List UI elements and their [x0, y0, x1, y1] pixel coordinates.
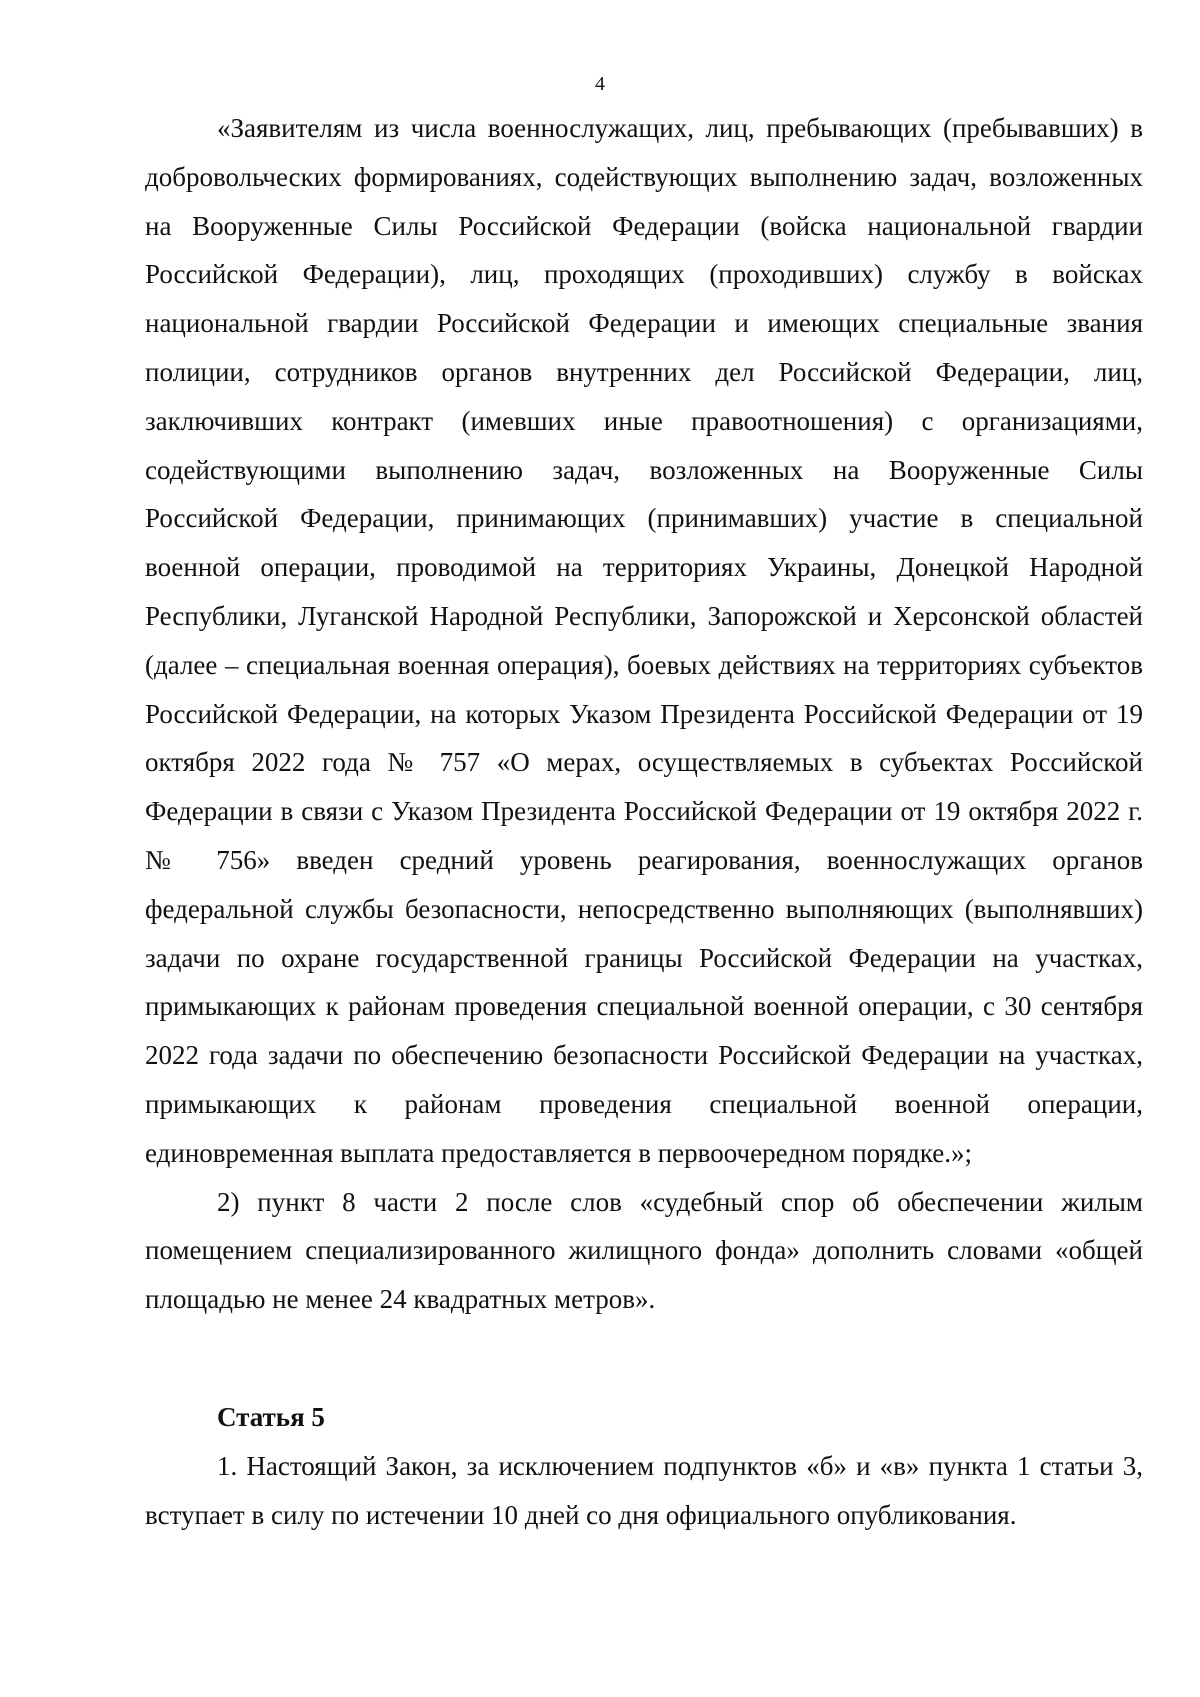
article-paragraph-1: 1. Настоящий Закон, за исключением подпунктов «б» и «в» пункта 1 статьи 3, вступает в силу по истечении 10 дней со дня официального опубликования.	[145, 1450, 1143, 1530]
document-body	[145, 104, 1143, 1539]
paragraph-item-2: 2) пункт 8 части 2 после слов «судебный спор об обеспечении жилым помещением специализированного жилищного фонда» дополнить словами «общей площадью не менее 24 квадратных метров».	[145, 1186, 1143, 1315]
article-heading: Статья 5	[217, 1401, 325, 1432]
page-number: 4	[595, 73, 605, 95]
paragraph-claimants: «Заявителям из числа военнослужащих, лиц, пребывающих (пребывавших) в добровольческих формированиях, содействующих выполнению задач, возложенных на Вооруженные Силы Российской Федерации (войска национальной гвардии Российской Федерации), лиц, проходящих (проходивших) службу в войсках национальной гвардии Российской Федерации и имеющих специальные звания полиции, сотрудников органов внутренних дел Российской Федерации, лиц, заключивших контракт (имевших иные правоотношения) с организациями, содействующими выполнению задач, возложенных на Вооруженные Силы Российской Федерации, принимающих (принимавших) участие в специальной военной операции, проводимой на территориях Украины, Донецкой Народной Республики, Луганской Народной Республики, Запорожской и Херсонской областей (далее – специальная военная операция), боевых действиях на территориях субъектов Российской Федерации, на которых Указом Президента Российской Федерации от 19 октября 2022 года № 757 «О мерах, осуществляемых в субъектах Российской Федерации в связи с Указом Президента Российской Федерации от 19 октября 2022 г. № 756» введен средний уровень реагирования, военнослужащих органов федеральной службы безопасности, непосредственно выполняющих (выполнявших) задачи по охране государственной границы Российской Федерации на участках, примыкающих к районам проведения специальной военной операции, с 30 сентября 2022 года задачи по обеспечению безопасности Российской Федерации на участках, примыкающих к районам проведения специальной военной операции, единовременная выплата предоставляется в первоочередном порядке.»;	[145, 113, 1143, 1168]
